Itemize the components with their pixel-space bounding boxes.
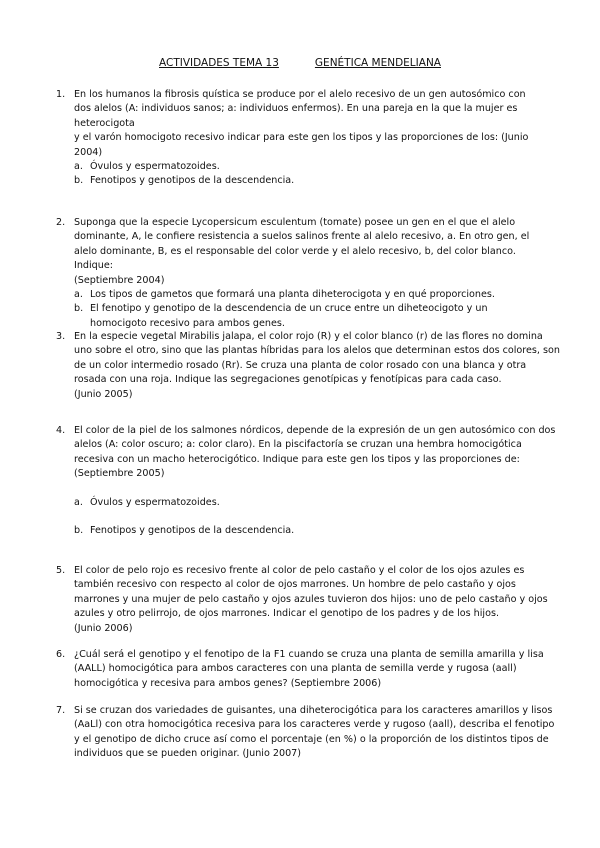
subitem-b-continued: homocigoto recesivo para ambos genes. — [90, 317, 285, 329]
question-2 — [56, 216, 530, 331]
title-activities: ACTIVIDADES TEMA 13 — [159, 57, 279, 69]
question-number: 2. — [56, 217, 66, 228]
question-text-line: (Septiembre 2005) — [74, 468, 165, 480]
question-text-line: de un color intermedio rosado (Rr). Se cruza una planta de color rosado con una blanca y otra — [74, 359, 527, 371]
subitem-a: a. Óvulos y espermatozoides. — [74, 496, 220, 508]
question-text-line: azules y otro pelirrojo, de ojos marrones. Indicar el genotipo de los padres y de los hijos. — [74, 608, 499, 620]
question-text-line: alelos (A: color oscuro; a: color claro). En la piscifactoría se cruzan una hembra homocigótica — [74, 439, 522, 451]
question-6 — [56, 648, 544, 691]
question-text-line: dominante, A, le confiere resistencia a suelos salinos frente al alelo recesivo, a. En otro gen, el — [74, 231, 530, 243]
page-title — [0, 56, 600, 70]
question-text-line: homocigótica y recesiva para ambos genes? (Septiembre 2006) — [74, 677, 382, 689]
question-text-line: (AALL) homocigótica para ambos caracteres con una planta de semilla verde y rugosa (aall) — [74, 663, 517, 675]
question-number: 3. — [56, 331, 66, 342]
question-text-line: también recesivo con respecto al color de ojos marrones. Un hombre de pelo castaño y ojos — [74, 579, 516, 591]
question-text-line: (Junio 2006) — [74, 622, 133, 634]
question-text-line: y el genotipo de dicho cruce así como el porcentaje (en %) o la proporción de los distintos tipos de — [74, 733, 549, 745]
question-text-line: El color de la piel de los salmones nórdicos, depende de la expresión de un gen autosómico con dos — [74, 425, 556, 436]
question-text-line: dos alelos (A: individuos sanos; a: individuos enfermos). En una pareja en la que la mujer es — [74, 103, 518, 115]
question-text-line: ¿Cuál será el genotipo y el fenotipo de la F1 cuando se cruza una planta de semilla amarilla y lisa — [74, 649, 544, 660]
subitem-a: a. Los tipos de gametos que formará una planta diheterocigota y en qué proporciones. — [74, 289, 495, 301]
question-text-line: Si se cruzan dos variedades de guisantes, una diheterocigótica para los caracteres amarillos y lisos — [74, 705, 553, 716]
question-7 — [56, 704, 555, 762]
subitem-b: b. El fenotipo y genotipo de la descendencia de un cruce entre un diheteocigoto y un — [74, 303, 488, 315]
question-text-line: Suponga que la especie Lycopersicum esculentum (tomate) posee un gen en el que el alelo — [74, 217, 516, 228]
question-text-line: recesiva con un macho heterocigótico. Indique para este gen los tipos y las proporciones de: — [74, 453, 520, 465]
question-text-line: En los humanos la fibrosis quística se produce por el alelo recesivo de un gen autosómico con — [74, 89, 526, 100]
question-text-line: marrones y una mujer de pelo castaño y ojos azules tuvieron dos hijos: uno de pelo castaño y ojos — [74, 593, 548, 605]
question-text-line: rosada con una roja. Indique las segregaciones genotípicas y fenotípicas para cada caso. — [74, 374, 502, 386]
question-3 — [56, 330, 560, 402]
question-number: 6. — [56, 649, 66, 660]
subitem-b: b. Fenotipos y genotipos de la descendencia. — [74, 175, 295, 187]
question-text-line: heterocigota — [74, 117, 135, 129]
question-text-line: uno sobre el otro, sino que las plantas híbridas para los alelos que determinan estos dos colores, son — [74, 345, 560, 357]
title-topic: GENÉTICA MENDELIANA — [314, 57, 441, 69]
subitem-b: b. Fenotipos y genotipos de la descendencia. — [74, 525, 295, 537]
question-text-line: El color de pelo rojo es recesivo frente al color de pelo castaño y el color de los ojos azules es — [74, 565, 525, 576]
question-text-line: y el varón homocigoto recesivo indicar para este gen los tipos y las proporciones de los: (Junio — [74, 132, 529, 144]
question-text-line: Indique: — [74, 260, 113, 272]
question-text-line: alelo dominante, B, es el responsable del color verde y el alelo recesivo, b, del color blanco. — [74, 245, 516, 257]
question-1 — [56, 88, 529, 189]
question-number: 4. — [56, 425, 66, 436]
question-text-line: individuos que se pueden originar. (Junio 2007) — [74, 748, 302, 760]
question-number: 7. — [56, 705, 66, 716]
question-text-line: (Junio 2005) — [74, 388, 133, 400]
question-text-line: (AaLl) con otra homocigótica recesiva para los caracteres verde y rugoso (aall), describa el fenotipo — [74, 719, 555, 731]
subitem-a: a. Óvulos y espermatozoides. — [74, 161, 220, 173]
question-number: 5. — [56, 565, 66, 576]
question-text-line: (Septiembre 2004) — [74, 274, 165, 286]
question-4 — [56, 424, 556, 538]
question-number: 1. — [56, 89, 66, 100]
question-text-line: 2004) — [74, 146, 103, 158]
question-text-line: En la especie vegetal Mirabilis jalapa, el color rojo (R) y el color blanco (r) de las flores no domina — [74, 331, 543, 342]
question-5 — [56, 564, 548, 636]
